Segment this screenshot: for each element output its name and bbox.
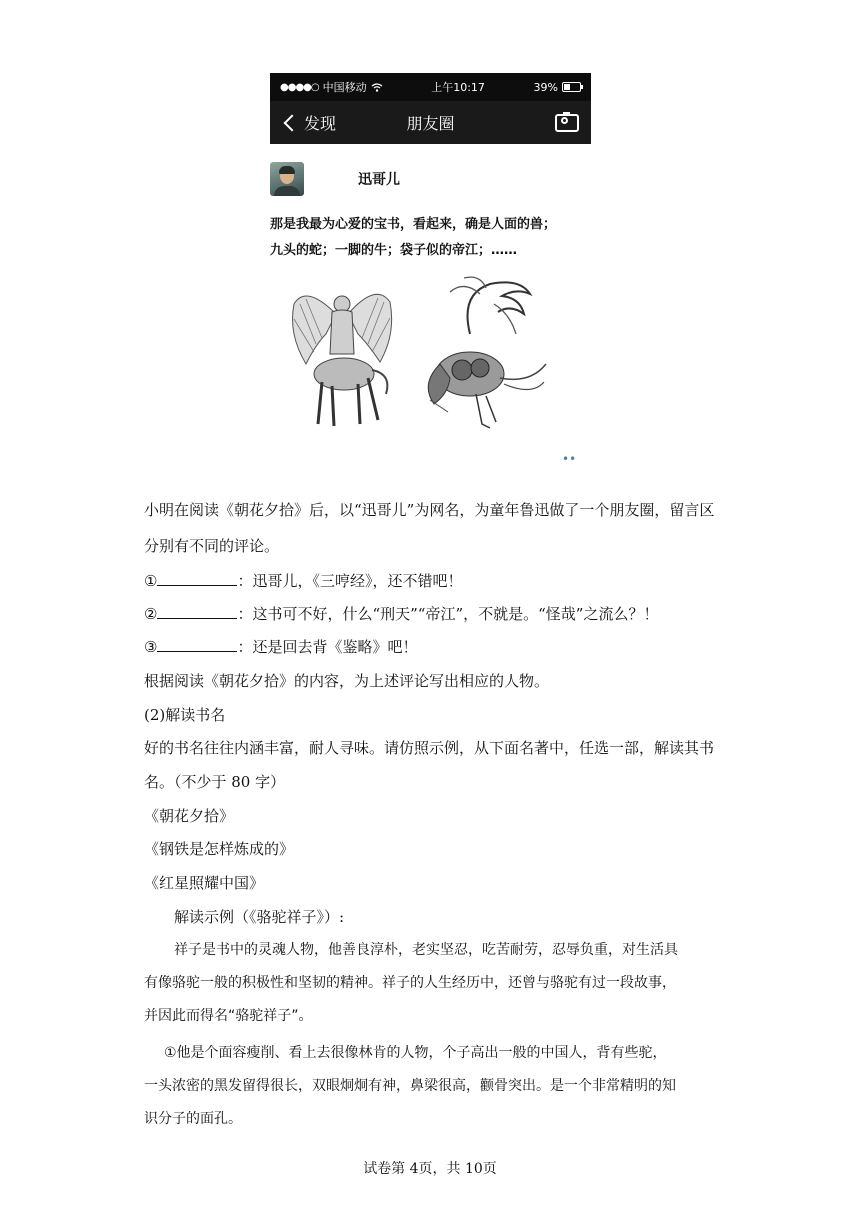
comment-3-answer-blank[interactable] [157, 637, 237, 652]
comment-3 [144, 636, 417, 657]
back-button[interactable] [282, 111, 336, 134]
phoenix-image[interactable] [420, 274, 548, 434]
winged-beast-image[interactable] [286, 274, 398, 434]
passage-line-3: 识分子的面孔。 [144, 1111, 242, 1127]
intro-line-2: 分别有不同的评论。 [144, 537, 280, 555]
post-line-2: 九头的蛇；一脚的牛；袋子似的帝江；…… [270, 243, 518, 258]
comment-2 [144, 603, 658, 624]
comment-1 [144, 570, 462, 591]
task-instruction: 根据阅读《朝花夕拾》的内容，为上述评论写出相应的人物。 [144, 672, 550, 690]
nav-title: 朋友圈 [406, 114, 455, 133]
intro-line-1: 小明在阅读《朝花夕拾》后，以“迅哥儿”为网名，为童年鲁迅做了一个朋友圈，留言区 [144, 501, 715, 519]
book-option-3: 《红星照耀中国》 [144, 874, 265, 892]
comment-1-text: ：迅哥儿，《三哼经》，还不错吧！ [237, 572, 463, 590]
comment-1-number: ① [144, 572, 158, 590]
book-option-2: 《钢铁是怎样炼成的》 [144, 840, 295, 858]
book-option-1: 《朝花夕拾》 [144, 807, 235, 825]
question-2-title: (2)解读书名 [144, 706, 226, 724]
chevron-left-icon [284, 114, 301, 131]
post-header [270, 162, 591, 196]
post-text [270, 212, 610, 264]
battery-percent: 39% [533, 80, 558, 94]
post-images [270, 274, 591, 434]
back-label: 发现 [304, 114, 337, 133]
post-line-1: 那是我最为心爱的宝书，看起来，确是人面的兽； [270, 217, 557, 232]
clock: 上午10:17 [431, 81, 485, 94]
passage-line-1: ①他是个面容瘦削、看上去很像林肯的人物，个子高出一般的中国人，背有些驼， [164, 1045, 667, 1061]
question-2-desc-2: 名。（不少于 80 字） [144, 773, 286, 791]
passage-line-2: 一头浓密的黑发留得很长，双眼炯炯有神，鼻梁很高，颧骨突出。是一个非常精明的知 [144, 1078, 676, 1094]
example-title: 解读示例（《骆驼祥子》）: [174, 908, 345, 926]
more-options-icon[interactable]: •• [562, 452, 577, 466]
nav-bar [270, 101, 591, 144]
avatar[interactable] [270, 162, 304, 196]
comment-2-answer-blank[interactable] [157, 604, 237, 619]
camera-icon[interactable] [555, 114, 579, 132]
comment-3-text: ：还是回去背《鉴略》吧！ [237, 638, 418, 656]
comment-2-number: ② [144, 605, 158, 623]
signal-icon: ●●●●○ [280, 81, 319, 93]
status-bar [270, 73, 591, 101]
wifi-icon [371, 83, 383, 92]
example-line-3: 并因此而得名“骆驼祥子”。 [144, 1008, 313, 1024]
page-footer: 试卷第 4页，共 10页 [363, 1161, 497, 1177]
comment-1-answer-blank[interactable] [157, 571, 237, 586]
example-line-2: 有像骆驼一般的积极性和坚韧的精神。祥子的人生经历中，还曾与骆驼有过一段故事， [144, 975, 676, 991]
carrier-name: 中国移动 [322, 81, 367, 94]
moments-screenshot [270, 73, 591, 434]
example-line-1: 祥子是书中的灵魂人物，他善良淳朴，老实坚忍，吃苦耐劳，忍辱负重，对生活具 [174, 942, 678, 958]
question-2-desc-1: 好的书名往往内涵丰富，耐人寻味。请仿照示例，从下面名著中，任选一部，解读其书 [144, 739, 715, 757]
comment-3-number: ③ [144, 638, 158, 656]
user-name[interactable]: 迅哥儿 [358, 172, 400, 188]
comment-2-text: ：这书可不好，什么“刑天”“帝江”，不就是。“怪哉”之流么？！ [237, 605, 659, 623]
battery-icon [562, 82, 581, 92]
